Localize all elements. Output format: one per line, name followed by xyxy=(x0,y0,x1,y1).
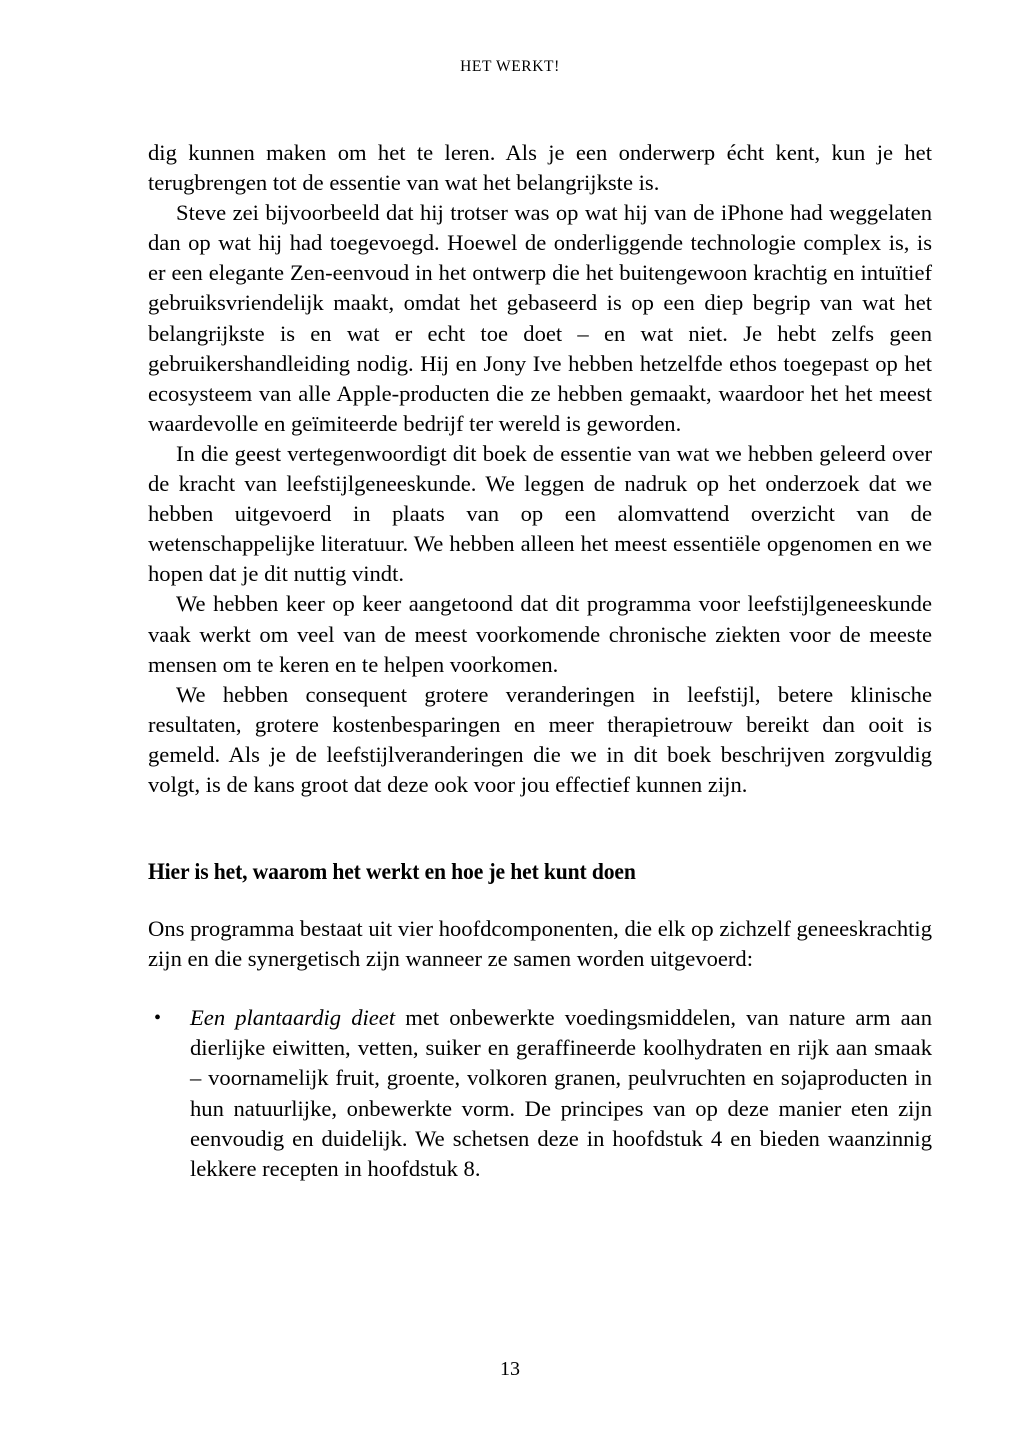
bullet-marker-icon: • xyxy=(154,1007,162,1030)
heading-spacer-above xyxy=(148,800,932,857)
heading-spacer-below xyxy=(148,887,932,914)
list-spacer-above xyxy=(148,974,932,1003)
running-header: HET WERKT! xyxy=(460,58,560,75)
paragraph-continued: dig kunnen maken om het te leren. Als je een onderwerp écht kent, kun je het terugbrengen tot de essentie van wat het belangrijkste is. xyxy=(148,140,932,196)
paragraph-consequent: We hebben consequent grotere veranderingen in leefstijl, betere klinische resultaten, grotere kostenbesparingen en meer therapietrouw bereikt dan ooit is gemeld. Als je de leefstijlveranderingen die we in dit boek beschrijven zorgvuldig volgt, is de kans groot dat deze ook voor jou effectief kunnen zijn. xyxy=(148,681,932,797)
text-column xyxy=(148,138,932,1184)
paragraph-keer-op-keer: We hebben keer op keer aangetoond dat dit programma voor leefstijlgeneeskunde vaak werkt om veel van de meest voorkomende chronische ziekten voor de meeste mensen om te keren en te helpen voorkomen. xyxy=(148,591,932,677)
page-number: 13 xyxy=(500,1358,520,1380)
list-item-lead: Een plantaardig dieet xyxy=(190,1005,396,1031)
list-item-text: met onbewerkte voedingsmiddelen, van nature arm aan dierlijke eiwitten, vetten, suiker en geraffineerde koolhydraten en rijk aan smaak – voornamelijk fruit, groente, volkoren granen, peulvruchten en sojaproducten in hun natuurlijke, onbewerkte vorm. De principes van op deze manier eten zijn eenvoudig en duidelijk. We schetsen deze in hoofdstuk 4 en bieden waanzinnig lekkere recepten in hoofdstuk 8. xyxy=(190,1005,933,1181)
paragraph-after-heading: Ons programma bestaat uit vier hoofdcomponenten, die elk op zichzelf geneeskrachtig zijn en die synergetisch zijn wanneer ze samen worden uitgevoerd: xyxy=(148,916,932,972)
component-list xyxy=(148,1003,932,1184)
paragraph-steve: Steve zei bijvoorbeeld dat hij trotser was op wat hij van de iPhone had weggelaten dan op wat hij had toegevoegd. Hoewel de onderliggende technologie complex is, is er een elegante Zen-eenvoud in het ontwerp die het buitengewoon krachtig en intuïtief gebruiksvriendelijk maakt, omdat het gebaseerd is op een diep begrip van wat het belangrijkste is en wat er echt toe doet – en wat niet. Je hebt zelfs geen gebruikershandleiding nodig. Hij en Jony Ive hebben hetzelfde ethos toegepast op het ecosysteem van alle Apple-producten die ze hebben gemaakt, waardoor het het meest waardevolle en geïmiteerde bedrijf ter wereld is geworden. xyxy=(148,200,932,436)
section-heading: Hier is het, waarom het werkt en hoe je het kunt doen xyxy=(148,859,636,885)
paragraph-in-die-geest: In die geest vertegenwoordigt dit boek de essentie van wat we hebben geleerd over de kracht van leefstijlgeneeskunde. We leggen de nadruk op het onderzoek dat we hebben uitgevoerd in plaats van op een alomvattend overzicht van de wetenschappelijke literatuur. We hebben alleen het meest essentiële opgenomen en we hopen dat je dit nuttig vindt. xyxy=(148,440,932,587)
list-item xyxy=(148,1003,932,1184)
